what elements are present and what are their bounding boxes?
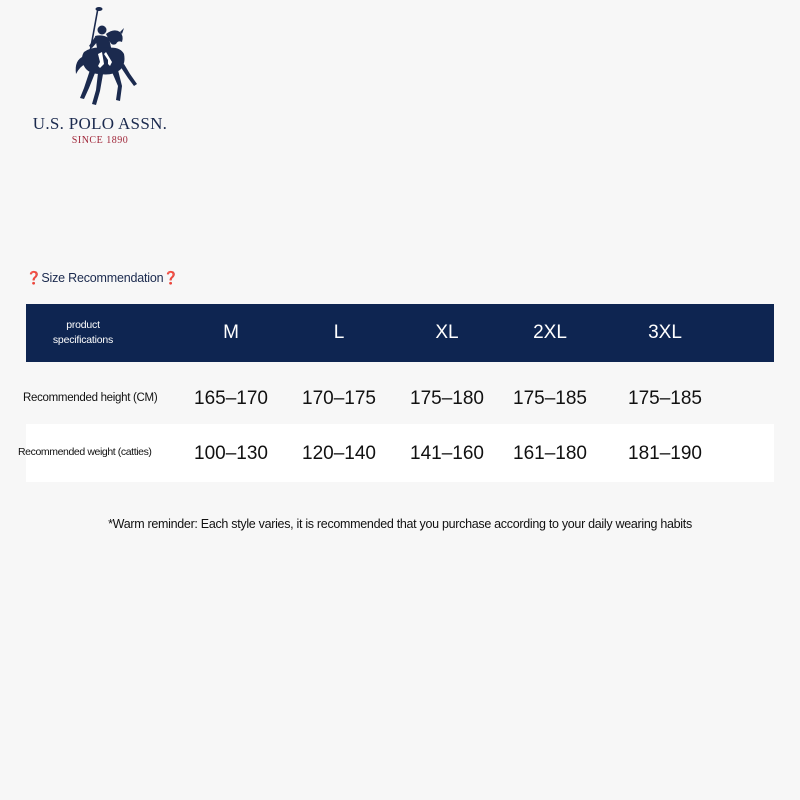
brand-since: SINCE 1890 [71, 135, 129, 146]
section-title: ❓Size Recommendation❓ [26, 271, 179, 285]
size-header-xl: XL [435, 322, 459, 343]
brand-name: U.S. POLO ASSN. [32, 114, 168, 133]
height-row-label: Recommended height (CM) [23, 392, 158, 404]
weight-cell-m: 100–130 [194, 443, 268, 464]
weight-cell-l: 120–140 [302, 443, 376, 464]
polo-player-horse-icon [62, 6, 142, 110]
weight-row-label: Recommended weight (catties) [18, 446, 152, 458]
height-cell-xl: 175–180 [410, 388, 484, 409]
weight-cell-xl: 141–160 [410, 443, 484, 464]
height-cell-3xl: 175–185 [628, 388, 702, 409]
size-header-m: M [223, 322, 239, 343]
size-header-3xl: 3XL [648, 322, 682, 343]
header-label-line2: specifications [52, 334, 114, 346]
size-header-l: L [333, 322, 345, 343]
warm-reminder-text: *Warm reminder: Each style varies, it is recommended that you purchase according to your daily wearing habits [108, 517, 692, 531]
height-cell-m: 165–170 [194, 388, 268, 409]
header-label-line1: product [66, 319, 100, 331]
weight-cell-3xl: 181–190 [628, 443, 702, 464]
size-header-2xl: 2XL [533, 322, 567, 343]
header-label [26, 318, 140, 348]
height-cell-2xl: 175–185 [513, 388, 587, 409]
brand-logo [20, 6, 180, 146]
weight-cell-2xl: 161–180 [513, 443, 587, 464]
height-cell-l: 170–175 [302, 388, 376, 409]
